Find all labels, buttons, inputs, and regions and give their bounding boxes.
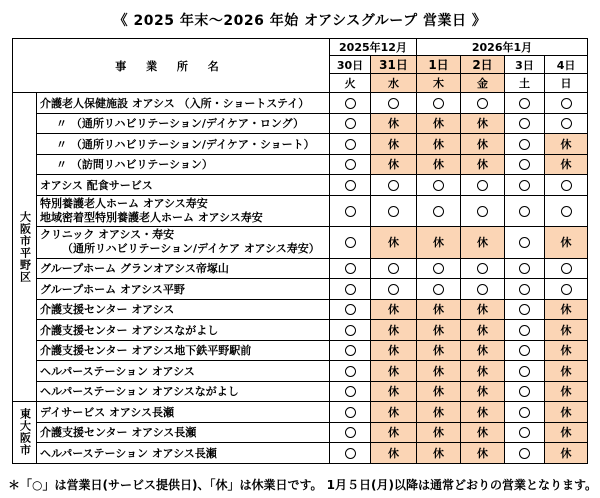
closed-mark: 休 xyxy=(560,426,572,440)
closed-cell xyxy=(461,422,505,443)
closed-mark: 休 xyxy=(388,117,399,131)
closed-cell xyxy=(545,340,588,361)
closed-cell xyxy=(371,340,417,361)
closed-cell xyxy=(417,299,461,320)
open-circle-icon xyxy=(433,263,444,274)
office-name-line: グループホーム グランオアシス帝塚山 xyxy=(40,262,229,276)
open-cell xyxy=(505,195,545,227)
closed-mark: 休 xyxy=(433,158,444,172)
office-name xyxy=(37,361,330,382)
office-name-line: 介護支援センター オアシスながよし xyxy=(40,323,219,337)
open-cell xyxy=(505,113,545,134)
open-circle-icon xyxy=(433,284,444,295)
month-header: 2026年1月 xyxy=(417,39,588,56)
open-circle-icon xyxy=(345,427,356,438)
open-cell xyxy=(330,227,371,259)
region-label: 東大阪市 xyxy=(13,402,37,464)
open-cell xyxy=(545,113,588,134)
table-row xyxy=(13,422,588,443)
closed-mark: 休 xyxy=(433,426,444,440)
open-cell xyxy=(505,154,545,175)
open-cell xyxy=(417,258,461,279)
page-title: 《 2025 年末～2026 年始 オアシスグループ 営業日 》 xyxy=(113,13,487,29)
closed-cell xyxy=(371,402,417,423)
closed-cell xyxy=(545,320,588,341)
open-circle-icon xyxy=(345,206,356,217)
table-row xyxy=(13,361,588,382)
open-circle-icon xyxy=(519,345,530,356)
closed-mark: 休 xyxy=(433,364,444,378)
open-cell xyxy=(505,402,545,423)
open-cell xyxy=(505,361,545,382)
open-cell xyxy=(330,402,371,423)
closed-mark: 休 xyxy=(433,117,444,131)
closed-mark: 休 xyxy=(388,426,399,440)
open-circle-icon xyxy=(345,263,356,274)
weekday-header: 金 xyxy=(461,74,505,93)
open-circle-icon xyxy=(388,206,399,217)
closed-cell xyxy=(417,134,461,155)
open-cell xyxy=(505,93,545,114)
open-cell xyxy=(461,258,505,279)
open-cell xyxy=(330,113,371,134)
office-name xyxy=(37,134,330,155)
table-row xyxy=(13,320,588,341)
closed-cell xyxy=(417,381,461,402)
open-circle-icon xyxy=(561,98,572,109)
open-cell xyxy=(371,175,417,196)
office-name-line: 〃 （訪問リハビリテーション） xyxy=(56,158,213,172)
date-header: 31日 xyxy=(371,56,417,74)
date-header: 3日 xyxy=(505,56,545,74)
open-cell xyxy=(417,175,461,196)
closed-mark: 休 xyxy=(433,323,444,337)
open-cell xyxy=(330,154,371,175)
closed-mark: 休 xyxy=(477,385,488,399)
open-cell xyxy=(545,279,588,300)
open-circle-icon xyxy=(345,284,356,295)
open-cell xyxy=(417,93,461,114)
open-circle-icon xyxy=(345,366,356,377)
open-cell xyxy=(417,279,461,300)
office-name xyxy=(37,381,330,402)
open-cell xyxy=(330,195,371,227)
closed-mark: 休 xyxy=(477,137,488,151)
office-name-line: クリニック オアシス・寿安 xyxy=(40,228,175,242)
closed-mark: 休 xyxy=(477,158,488,172)
closed-cell xyxy=(461,113,505,134)
open-cell xyxy=(505,175,545,196)
open-circle-icon xyxy=(345,345,356,356)
closed-mark: 休 xyxy=(388,364,399,378)
closed-cell xyxy=(417,422,461,443)
weekday-header: 木 xyxy=(417,74,461,93)
closed-cell xyxy=(461,381,505,402)
table-row xyxy=(13,154,588,175)
open-circle-icon xyxy=(345,237,356,248)
header-row-months xyxy=(13,39,588,56)
closed-cell xyxy=(371,361,417,382)
open-cell xyxy=(505,443,545,464)
open-cell xyxy=(330,279,371,300)
closed-cell xyxy=(461,443,505,464)
closed-mark: 休 xyxy=(433,446,444,460)
open-circle-icon xyxy=(519,386,530,397)
closed-cell xyxy=(545,154,588,175)
closed-mark: 休 xyxy=(388,344,399,358)
table-row xyxy=(13,299,588,320)
open-cell xyxy=(330,422,371,443)
open-circle-icon xyxy=(477,206,488,217)
open-cell xyxy=(545,175,588,196)
open-cell xyxy=(371,93,417,114)
closed-mark: 休 xyxy=(560,344,572,358)
office-name xyxy=(37,154,330,175)
office-name-line: ヘルパーステーション オアシス長瀬 xyxy=(40,446,217,460)
closed-cell xyxy=(545,381,588,402)
office-name-line: 介護支援センター オアシス長瀬 xyxy=(40,426,197,440)
table-row xyxy=(13,227,588,259)
open-cell xyxy=(545,93,588,114)
office-name-line: （通所リハビリテーション/デイケア オアシス寿安） xyxy=(62,242,320,256)
office-name xyxy=(37,93,330,114)
office-name-line: 介護老人保健施設 オアシス （入所・ショートステイ） xyxy=(40,96,310,110)
schedule-table xyxy=(12,38,588,464)
closed-cell xyxy=(461,402,505,423)
open-circle-icon xyxy=(519,284,530,295)
open-circle-icon xyxy=(519,206,530,217)
date-header: 2日 xyxy=(461,56,505,74)
open-circle-icon xyxy=(561,206,572,217)
office-name xyxy=(37,227,330,259)
closed-mark: 休 xyxy=(560,364,572,378)
closed-mark: 休 xyxy=(433,303,444,317)
open-cell xyxy=(545,195,588,227)
header-blank xyxy=(13,39,330,93)
table-row xyxy=(13,402,588,423)
closed-cell xyxy=(461,361,505,382)
office-name-line: オアシス 配食サービス xyxy=(40,178,153,192)
closed-mark: 休 xyxy=(477,303,488,317)
table-row xyxy=(13,175,588,196)
closed-mark: 休 xyxy=(560,137,572,151)
open-circle-icon xyxy=(519,139,530,150)
office-name-line: 介護支援センター オアシス地下鉄平野駅前 xyxy=(40,344,252,358)
open-cell xyxy=(417,195,461,227)
open-circle-icon xyxy=(519,98,530,109)
office-name-line: グループホーム オアシス平野 xyxy=(40,282,185,296)
closed-cell xyxy=(417,154,461,175)
closed-cell xyxy=(417,320,461,341)
open-circle-icon xyxy=(345,159,356,170)
weekday-header: 土 xyxy=(505,74,545,93)
open-circle-icon xyxy=(477,98,488,109)
office-name-line: 〃 （通所リハビリテーション/デイケア・ショート） xyxy=(56,137,315,151)
open-circle-icon xyxy=(345,98,356,109)
open-circle-icon xyxy=(477,284,488,295)
open-cell xyxy=(505,227,545,259)
open-circle-icon xyxy=(519,263,530,274)
open-cell xyxy=(330,134,371,155)
office-name xyxy=(37,195,330,227)
open-cell xyxy=(505,422,545,443)
closed-cell xyxy=(461,340,505,361)
weekday-header: 日 xyxy=(545,74,588,93)
open-circle-icon xyxy=(477,180,488,191)
closed-cell xyxy=(461,227,505,259)
open-cell xyxy=(505,134,545,155)
closed-cell xyxy=(461,154,505,175)
open-circle-icon xyxy=(388,180,399,191)
open-cell xyxy=(330,361,371,382)
closed-mark: 休 xyxy=(477,446,488,460)
closed-mark: 休 xyxy=(560,323,572,337)
date-header: 1日 xyxy=(417,56,461,74)
office-name xyxy=(37,320,330,341)
open-cell xyxy=(505,279,545,300)
closed-mark: 休 xyxy=(560,405,572,419)
closed-cell xyxy=(461,320,505,341)
open-circle-icon xyxy=(561,284,572,295)
open-circle-icon xyxy=(519,325,530,336)
office-name xyxy=(37,175,330,196)
table-row xyxy=(13,93,588,114)
open-cell xyxy=(505,258,545,279)
table-row xyxy=(13,340,588,361)
closed-cell xyxy=(371,381,417,402)
open-cell xyxy=(330,381,371,402)
open-circle-icon xyxy=(561,118,572,129)
closed-mark: 休 xyxy=(477,426,488,440)
table-row xyxy=(13,443,588,464)
open-circle-icon xyxy=(519,237,530,248)
table-row xyxy=(13,195,588,227)
closed-mark: 休 xyxy=(388,137,399,151)
closed-cell xyxy=(545,402,588,423)
closed-cell xyxy=(371,227,417,259)
closed-cell xyxy=(417,227,461,259)
month-header: 2025年12月 xyxy=(330,39,417,56)
closed-cell xyxy=(371,422,417,443)
open-circle-icon xyxy=(519,180,530,191)
table-row xyxy=(13,258,588,279)
open-circle-icon xyxy=(519,159,530,170)
closed-cell xyxy=(371,134,417,155)
open-cell xyxy=(461,93,505,114)
open-cell xyxy=(330,320,371,341)
open-circle-icon xyxy=(519,427,530,438)
office-name xyxy=(37,422,330,443)
closed-cell xyxy=(417,340,461,361)
open-circle-icon xyxy=(345,118,356,129)
closed-cell xyxy=(417,402,461,423)
closed-mark: 休 xyxy=(560,158,572,172)
open-cell xyxy=(371,279,417,300)
open-circle-icon xyxy=(519,448,530,459)
open-cell xyxy=(371,258,417,279)
office-name-line: ヘルパーステーション オアシスながよし xyxy=(40,385,239,399)
open-circle-icon xyxy=(345,386,356,397)
open-circle-icon xyxy=(519,366,530,377)
office-name xyxy=(37,402,330,423)
open-circle-icon xyxy=(519,118,530,129)
office-name-line: デイサービス オアシス長瀬 xyxy=(40,405,174,419)
office-name xyxy=(37,443,330,464)
closed-cell xyxy=(461,134,505,155)
open-circle-icon xyxy=(433,180,444,191)
open-circle-icon xyxy=(561,180,572,191)
office-name-line: 介護支援センター オアシス xyxy=(40,303,175,317)
date-header: 4日 xyxy=(545,56,588,74)
closed-mark: 休 xyxy=(477,117,488,131)
closed-mark: 休 xyxy=(560,385,572,399)
closed-cell xyxy=(371,154,417,175)
table-row xyxy=(13,113,588,134)
open-cell xyxy=(461,175,505,196)
open-circle-icon xyxy=(345,448,356,459)
open-cell xyxy=(330,299,371,320)
closed-mark: 休 xyxy=(477,236,488,250)
office-name xyxy=(37,340,330,361)
office-name xyxy=(37,258,330,279)
closed-cell xyxy=(417,113,461,134)
closed-cell xyxy=(371,443,417,464)
open-cell xyxy=(330,340,371,361)
open-circle-icon xyxy=(519,407,530,418)
closed-mark: 休 xyxy=(433,385,444,399)
open-circle-icon xyxy=(433,98,444,109)
closed-mark: 休 xyxy=(433,236,444,250)
open-circle-icon xyxy=(433,206,444,217)
closed-cell xyxy=(545,361,588,382)
closed-cell xyxy=(371,113,417,134)
closed-mark: 休 xyxy=(388,158,399,172)
open-cell xyxy=(461,195,505,227)
closed-mark: 休 xyxy=(388,405,399,419)
open-cell xyxy=(545,258,588,279)
region-label: 大阪市平野区 xyxy=(13,93,37,402)
closed-cell xyxy=(417,361,461,382)
closed-cell xyxy=(371,299,417,320)
closed-mark: 休 xyxy=(477,364,488,378)
closed-mark: 休 xyxy=(477,344,488,358)
office-name-line: 特別養護老人ホーム オアシス寿安 xyxy=(40,196,208,210)
closed-mark: 休 xyxy=(388,323,399,337)
office-name-line: ヘルパーステーション オアシス xyxy=(40,364,195,378)
open-circle-icon xyxy=(561,263,572,274)
open-cell xyxy=(505,381,545,402)
footnote: ＊「○」は営業日(サービス提供日)、「休」は休業日です。 1月５日(月)以降は通常どおりの営業となります。 xyxy=(8,478,598,492)
closed-mark: 休 xyxy=(433,137,444,151)
open-circle-icon xyxy=(477,263,488,274)
closed-mark: 休 xyxy=(433,344,444,358)
closed-mark: 休 xyxy=(388,446,399,460)
open-cell xyxy=(330,93,371,114)
table-row xyxy=(13,381,588,402)
closed-mark: 休 xyxy=(388,303,399,317)
closed-cell xyxy=(461,299,505,320)
open-circle-icon xyxy=(345,304,356,315)
open-cell xyxy=(505,299,545,320)
weekday-header: 火 xyxy=(330,74,371,93)
closed-mark: 休 xyxy=(477,323,488,337)
open-cell xyxy=(330,443,371,464)
open-circle-icon xyxy=(345,407,356,418)
office-name xyxy=(37,113,330,134)
closed-mark: 休 xyxy=(560,236,572,250)
open-cell xyxy=(461,279,505,300)
open-cell xyxy=(371,195,417,227)
closed-cell xyxy=(417,443,461,464)
closed-cell xyxy=(545,134,588,155)
open-circle-icon xyxy=(388,263,399,274)
closed-cell xyxy=(545,299,588,320)
open-circle-icon xyxy=(345,139,356,150)
open-cell xyxy=(330,258,371,279)
table-row xyxy=(13,134,588,155)
office-name xyxy=(37,279,330,300)
closed-mark: 休 xyxy=(388,236,399,250)
open-cell xyxy=(505,320,545,341)
closed-mark: 休 xyxy=(560,446,572,460)
date-header: 30日 xyxy=(330,56,371,74)
closed-mark: 休 xyxy=(477,405,488,419)
open-circle-icon xyxy=(388,284,399,295)
open-circle-icon xyxy=(345,325,356,336)
open-cell xyxy=(505,340,545,361)
open-circle-icon xyxy=(388,98,399,109)
open-circle-icon xyxy=(345,180,356,191)
office-name-line: 〃 （通所リハビリテーション/デイケア・ロング） xyxy=(56,117,304,131)
open-cell xyxy=(330,175,371,196)
closed-cell xyxy=(371,320,417,341)
closed-mark: 休 xyxy=(560,303,572,317)
closed-cell xyxy=(545,227,588,259)
closed-cell xyxy=(545,422,588,443)
office-column-header: 事 業 所 名 xyxy=(115,59,227,73)
office-name xyxy=(37,299,330,320)
closed-cell xyxy=(545,443,588,464)
open-circle-icon xyxy=(519,304,530,315)
table-row xyxy=(13,279,588,300)
weekday-header: 水 xyxy=(371,74,417,93)
office-name-line: 地域密着型特別養護老人ホーム オアシス寿安 xyxy=(40,210,263,224)
closed-mark: 休 xyxy=(388,385,399,399)
closed-mark: 休 xyxy=(433,405,444,419)
